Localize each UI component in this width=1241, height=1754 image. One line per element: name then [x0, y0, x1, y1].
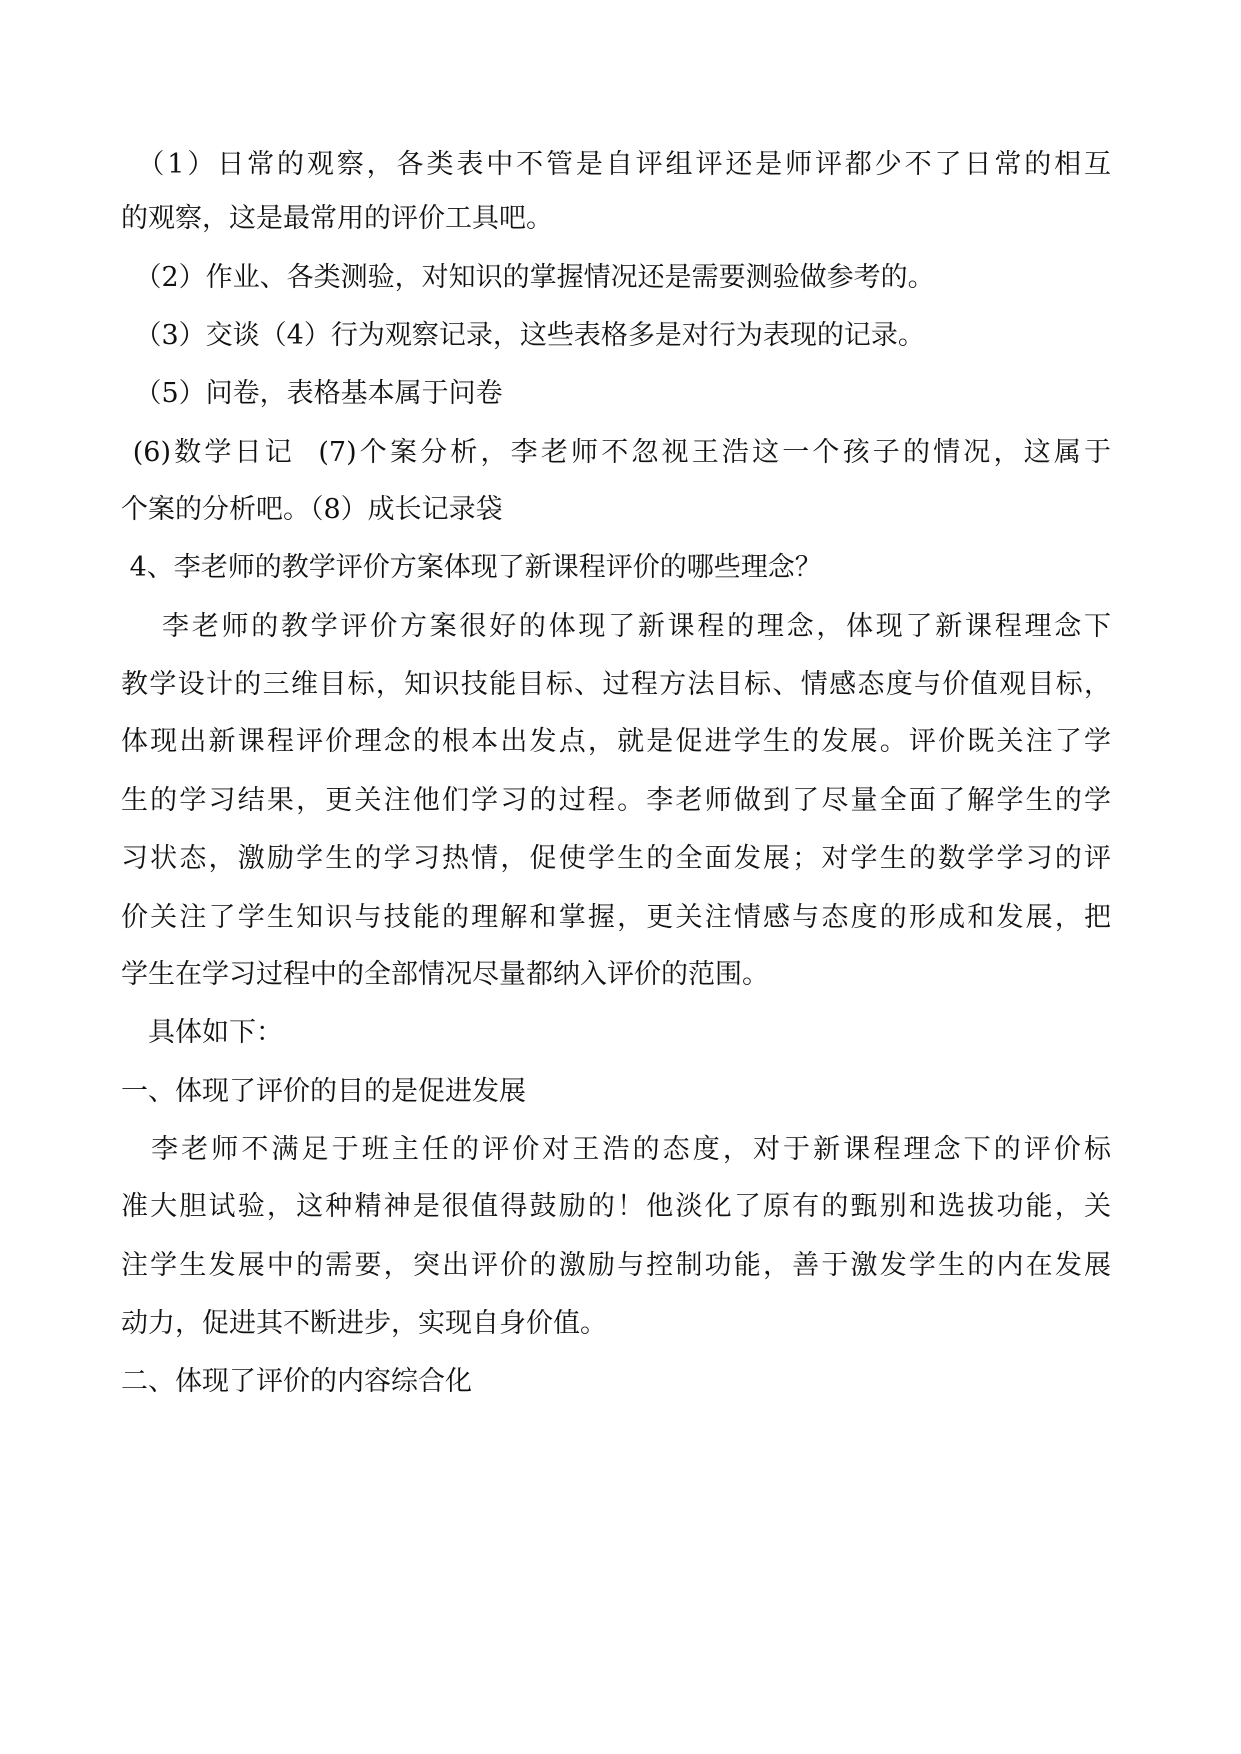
- paragraph-line: 学生在学习过程中的全部情况尽量都纳入评价的范围。: [121, 959, 769, 990]
- paragraph-line: （2）作业、各类测验，对知识的掌握情况还是需要测验做参考的。: [121, 262, 935, 293]
- paragraph-line: （1）日常的观察，各类表中不管是自评组评还是师评都少不了日常的相互: [121, 149, 1111, 180]
- paragraph-line: 体现出新课程评价理念的根本出发点，就是促进学生的发展。评价既关注了学: [121, 726, 1111, 757]
- paragraph-line: 习状态，激励学生的学习热情，促使学生的全面发展；对学生的数学学习的评: [121, 843, 1111, 874]
- paragraph-line: 个案的分析吧。（8）成长记录袋: [121, 494, 503, 525]
- paragraph-line: 动力，促进其不断进步，实现自身价值。: [121, 1308, 607, 1339]
- paragraph-line: 价关注了学生知识与技能的理解和掌握，更关注情感与态度的形成和发展，把: [121, 902, 1111, 933]
- paragraph-line: 生的学习结果，更关注他们学习的过程。李老师做到了尽量全面了解学生的学: [121, 785, 1111, 816]
- paragraph-line: 准大胆试验，这种精神是很值得鼓励的！他淡化了原有的甄别和选拔功能，关: [121, 1191, 1111, 1222]
- paragraph-line: 的观察，这是最常用的评价工具吧。: [121, 203, 553, 234]
- section-question: 4、李老师的教学评价方案体现了新课程评价的哪些理念？: [121, 552, 822, 583]
- section-heading: 二、体现了评价的内容综合化: [121, 1366, 472, 1397]
- paragraph-line: 李老师的教学评价方案很好的体现了新课程的理念，体现了新课程理念下: [121, 611, 1111, 642]
- paragraph-line: 注学生发展中的需要，突出评价的激励与控制功能，善于激发学生的内在发展: [121, 1250, 1111, 1281]
- paragraph-line: (6)数学日记 (7)个案分析，李老师不忽视王浩这一个孩子的情况，这属于: [121, 437, 1111, 468]
- paragraph-line: 教学设计的三维目标，知识技能目标、过程方法目标、情感态度与价值观目标，: [121, 669, 1111, 700]
- paragraph-line: 李老师不满足于班主任的评价对王浩的态度，对于新课程理念下的评价标: [121, 1134, 1111, 1165]
- paragraph-line: 具体如下：: [121, 1017, 283, 1048]
- section-heading: 一、体现了评价的目的是促进发展: [121, 1076, 526, 1107]
- paragraph-line: （5）问卷，表格基本属于问卷: [121, 378, 503, 409]
- paragraph-line: （3）交谈（4）行为观察记录，这些表格多是对行为表现的记录。: [121, 320, 925, 351]
